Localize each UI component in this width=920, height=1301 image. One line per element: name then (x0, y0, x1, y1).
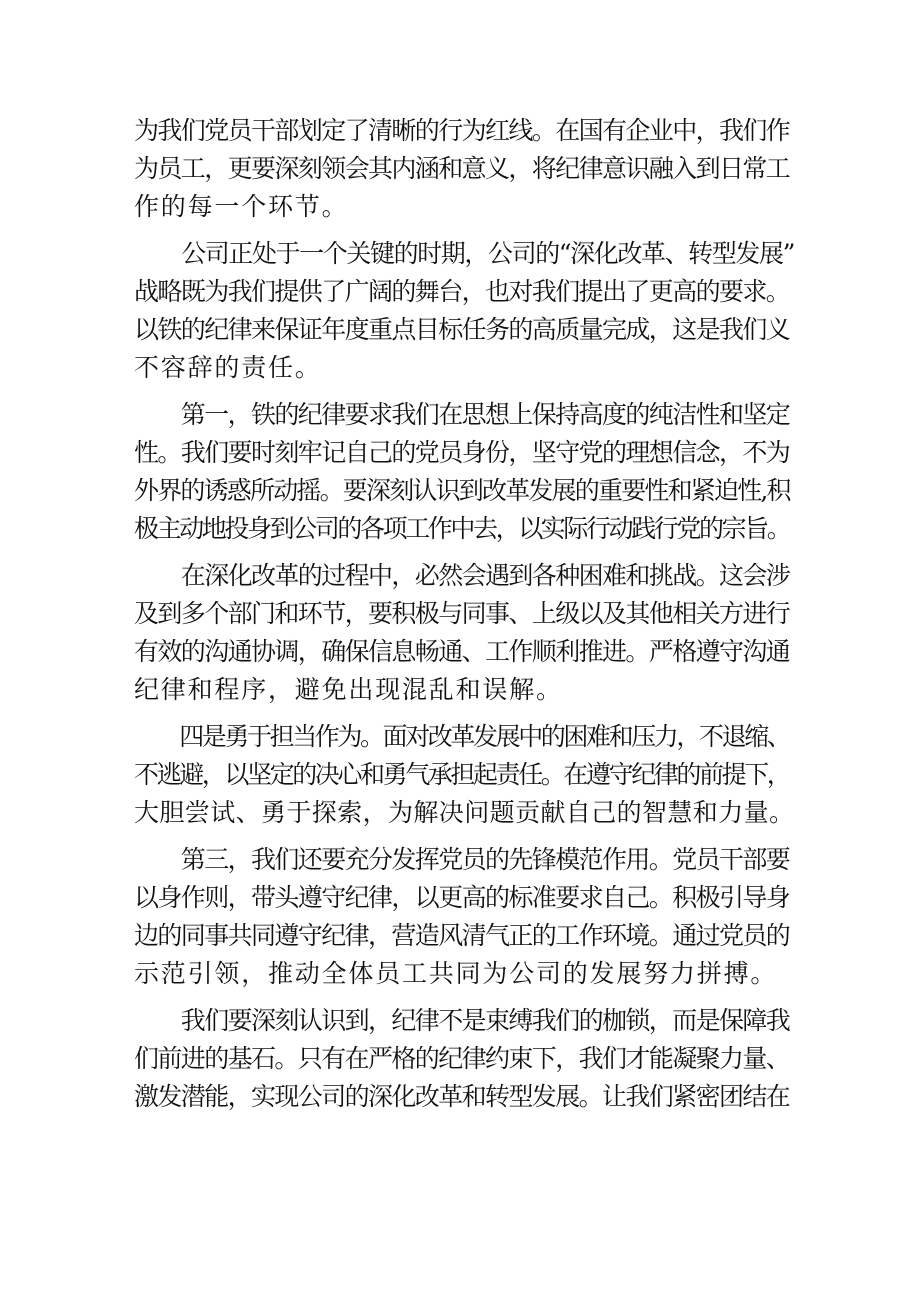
text-line: 第一，铁的纪律要求我们在思想上保持高度的纯洁性和坚定 (134, 400, 790, 429)
text-line: 性。我们要时刻牢记自己的党员身份，坚守党的理想信念，不为 (134, 438, 790, 467)
paragraph-4 (134, 557, 794, 709)
text-line: 边的同事共同遵守纪律，营造风清气正的工作环境。通过党员的 (134, 921, 790, 950)
text-line: 激发潜能，实现公司的深化改革和转型发展。让我们紧密团结在 (134, 1082, 790, 1111)
text-line: 及到多个部门和环节，要积极与同事、上级以及其他相关方进行 (134, 599, 790, 628)
text-line: 在深化改革的过程中，必然会遇到各种困难和挑战。这会涉 (134, 561, 790, 590)
text-line: 们前进的基石。只有在严格的纪律约束下，我们才能凝聚力量、 (134, 1044, 790, 1073)
paragraph-2 (134, 235, 794, 387)
text-line: 以铁的纪律来保证年度重点目标任务的高质量完成，这是我们义 (134, 315, 790, 344)
text-line: 纪律和程序，避免出现混乱和误解。 (134, 675, 563, 704)
text-line: 大胆尝试、勇于探索，为解决问题贡献自己的智慧和力量。 (134, 798, 795, 827)
text-line: 不容辞的责任。 (134, 353, 322, 382)
text-line: 有效的沟通协调，确保信息畅通、工作顺利推进。严格遵守沟通 (134, 637, 790, 666)
paragraph-3 (134, 396, 794, 548)
text-line: 我们要深刻认识到，纪律不是束缚我们的枷锁，而是保障我 (134, 1006, 790, 1035)
text-line: 外界的诱惑所动摇。要深刻认识到改革发展的重要性和紧迫性,积 (134, 476, 790, 505)
text-line: 为我们党员干部划定了清晰的行为红线。在国有企业中，我们作 (134, 116, 790, 145)
text-line: 公司正处于一个关键的时期，公司的“深化改革、转型发展” (134, 239, 794, 268)
text-line: 为员工，更要深刻领会其内涵和意义，将纪律意识融入到日常工 (134, 154, 790, 183)
text-line: 作的每一个环节。 (134, 192, 349, 221)
text-line: 以身作则，带头遵守纪律，以更高的标准要求自己。积极引导身 (134, 883, 790, 912)
text-line: 极主动地投身到公司的各项工作中去，以实际行动践行党的宗旨。 (134, 514, 790, 543)
text-line: 不逃避，以坚定的决心和勇气承担起责任。在遵守纪律的前提下， (134, 760, 790, 789)
paragraph-5 (134, 718, 794, 832)
text-line: 战略既为我们提供了广阔的舞台，也对我们提出了更高的要求。 (134, 277, 790, 306)
paragraph-6 (134, 841, 794, 993)
paragraph-1 (134, 112, 794, 226)
paragraph-7 (134, 1002, 794, 1116)
text-line: 第三，我们还要充分发挥党员的先锋模范作用。党员干部要 (134, 845, 790, 874)
text-line: 示范引领，推动全体员工共同为公司的发展努力拼搏。 (134, 959, 778, 988)
text-line: 四是勇于担当作为。面对改革发展中的困难和压力，不退缩、 (134, 722, 790, 751)
document-body (134, 112, 794, 1125)
